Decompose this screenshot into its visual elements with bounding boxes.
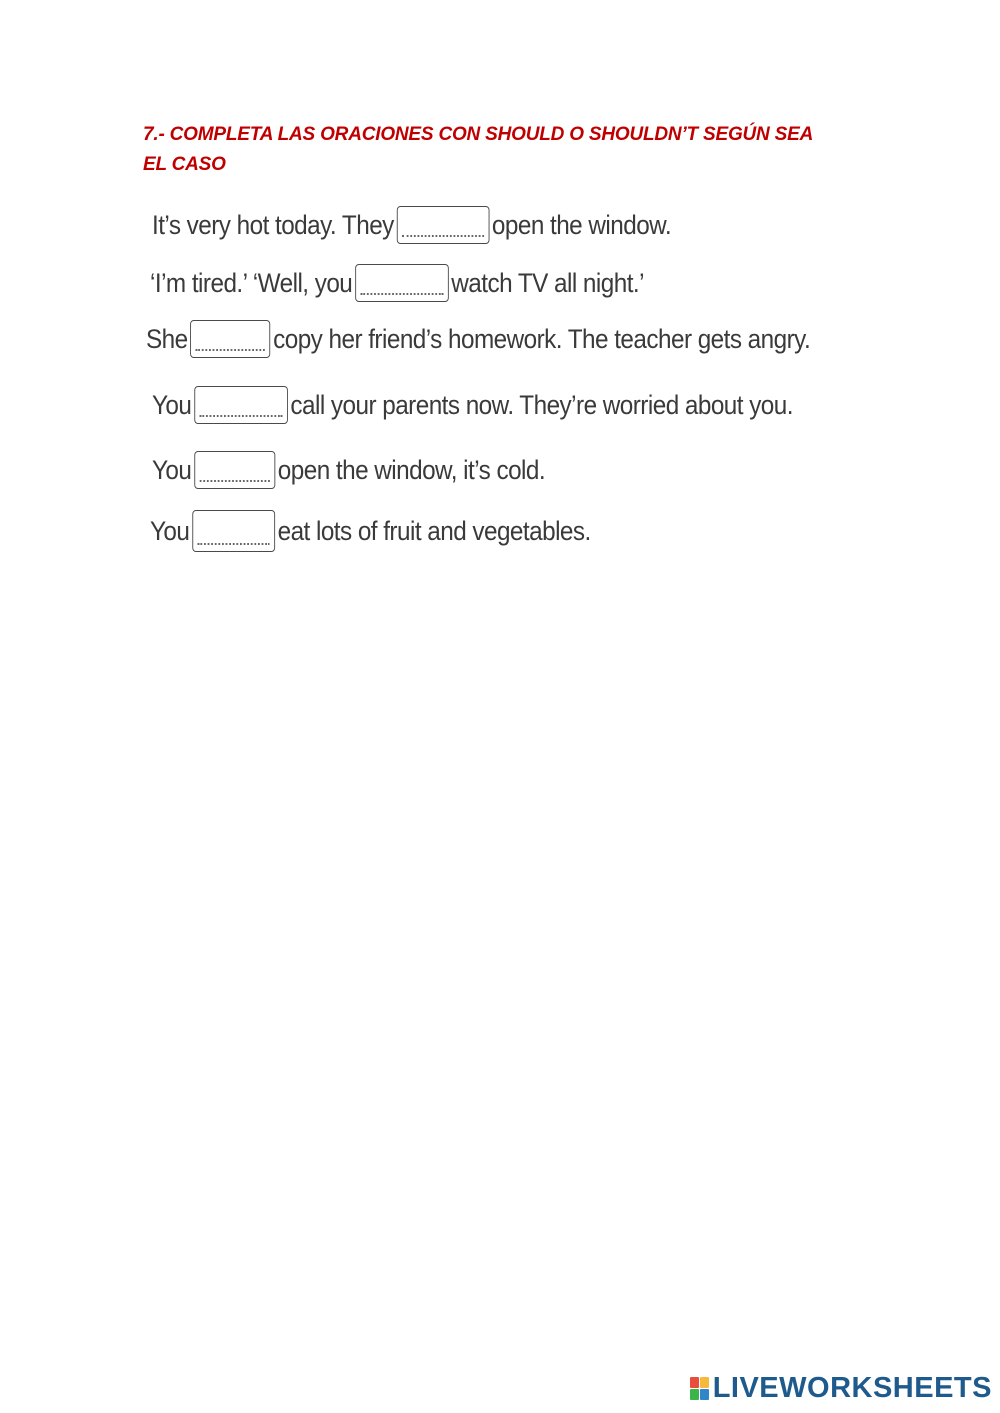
dotted-line — [360, 293, 443, 295]
sentence-text-before: You — [152, 389, 192, 420]
instruction-heading — [143, 120, 863, 180]
sentence-text-after: eat lots of fruit and vegetables. — [277, 515, 591, 546]
sentence-text-after: open the window, it’s cold. — [277, 454, 546, 485]
sentence-text-after: call your parents now. They’re worried about you. — [290, 389, 793, 420]
sentence-text-before: You — [152, 454, 192, 485]
sentence-6 — [150, 510, 591, 552]
sentence-2 — [150, 264, 644, 302]
logo-text: LIVEWORKSHEETS — [712, 1372, 992, 1404]
answer-gap-6[interactable] — [192, 510, 275, 552]
answer-gap-3[interactable] — [190, 320, 270, 358]
sentence-text-after: copy her friend’s homework. The teacher gets angry. — [273, 323, 811, 354]
sentence-5 — [152, 451, 545, 489]
liveworksheets-logo — [690, 1372, 992, 1405]
sentence-text-before: It’s very hot today. They — [152, 209, 394, 240]
sentence-text-before: You — [150, 515, 190, 546]
liveworksheets-logo-icon — [690, 1377, 709, 1400]
answer-gap-1[interactable] — [396, 206, 489, 244]
dotted-line — [199, 480, 269, 482]
sentence-text-after: watch TV all night.’ — [451, 267, 645, 298]
sentence-4 — [152, 386, 793, 424]
sentence-text-before: She — [146, 323, 188, 354]
dotted-line — [196, 349, 265, 351]
answer-gap-5[interactable] — [194, 451, 275, 489]
answer-gap-2[interactable] — [355, 264, 449, 302]
dotted-line — [199, 415, 282, 417]
logo-square-4 — [700, 1389, 709, 1400]
sentence-1 — [152, 206, 671, 244]
instruction-line-2: EL CASO — [143, 154, 226, 175]
sentence-text-after: open the window. — [491, 209, 672, 240]
logo-square-2 — [700, 1377, 709, 1388]
dotted-line — [402, 235, 484, 237]
instruction-line-1: 7.- COMPLETA LAS ORACIONES CON SHOULD O SHOULDN’T SEGÚN SEA — [143, 124, 814, 145]
sentence-3 — [146, 320, 810, 358]
logo-square-1 — [690, 1377, 699, 1388]
answer-gap-4[interactable] — [194, 386, 288, 424]
dotted-line — [197, 543, 269, 545]
sentence-text-before: ‘I’m tired.’ ‘Well, you — [150, 267, 353, 298]
logo-square-3 — [690, 1389, 699, 1400]
